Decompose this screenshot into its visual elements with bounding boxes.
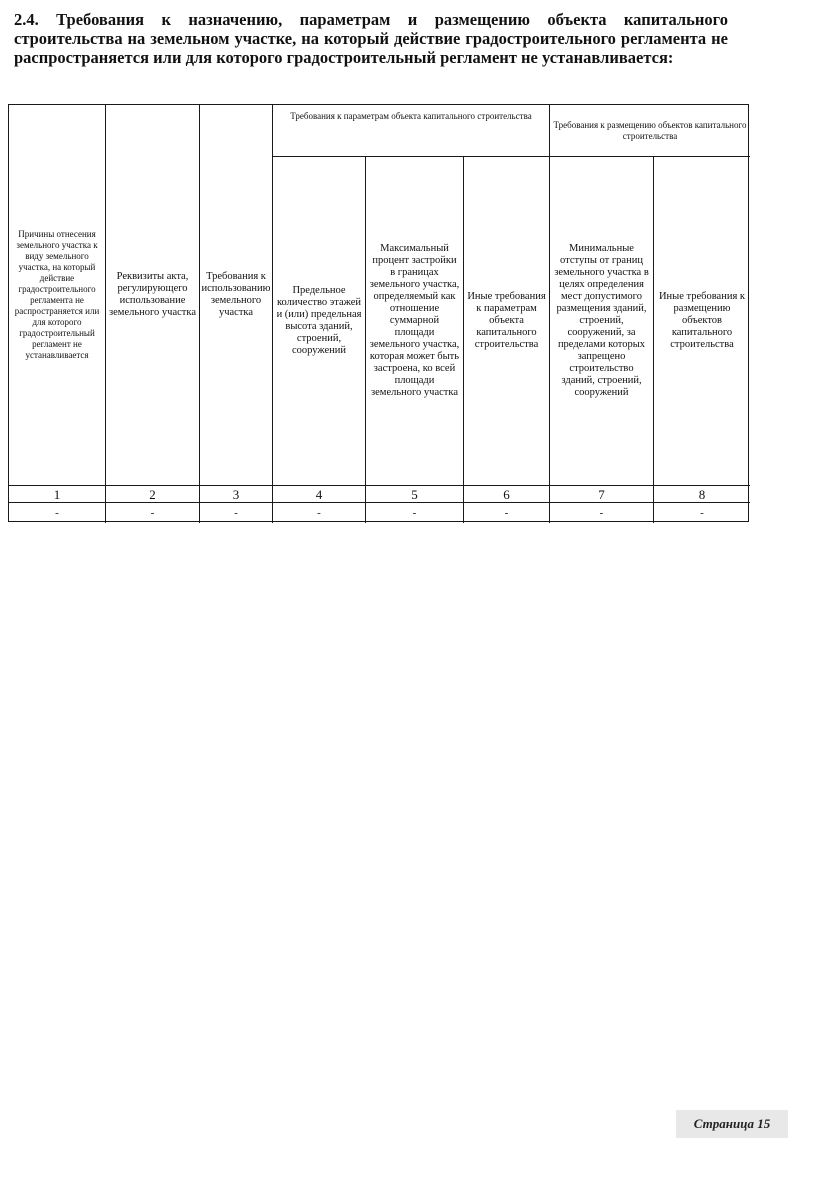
- column-number: 3: [200, 486, 273, 503]
- table-cell: -: [9, 503, 106, 523]
- table-cell: -: [464, 503, 550, 523]
- table-cell: -: [366, 503, 464, 523]
- table-cell: -: [273, 503, 366, 523]
- table-cell: -: [200, 503, 273, 523]
- column-header-5: Максимальный процент застройки в границах земельного участка, определяемый как отношение суммарной площади земельного участка, которая может быть застроена, ко всей площади земельного участка: [366, 157, 464, 486]
- column-header-6: Иные требования к параметрам объекта капитального строительства: [464, 157, 550, 486]
- section-heading: 2.4. Требования к назначению, параметрам и размещению объекта капитального строительства на земельном участке, на который действие градостроительного регламента не распространяется или для которого градостроительный регламент не устанавливается:: [14, 10, 728, 67]
- column-number: 4: [273, 486, 366, 503]
- group-header-placement: Требования к размещению объектов капитального строительства: [550, 105, 750, 157]
- column-header-8: Иные требования к размещению объектов капитального строительства: [654, 157, 750, 486]
- group-header-parameters: Требования к параметрам объекта капитального строительства: [273, 105, 550, 157]
- column-number: 6: [464, 486, 550, 503]
- table-cell: -: [550, 503, 654, 523]
- table-cell: -: [700, 507, 704, 519]
- requirements-table: [8, 104, 749, 522]
- column-header-7: Минимальные отступы от границ земельного участка в целях определения мест допустимого размещения зданий, строений, сооружений, за пределами которых запрещено строительство зданий, строений, сооружений: [550, 157, 654, 486]
- page-number-label: Страница 15: [676, 1110, 788, 1138]
- column-number: 1: [9, 486, 106, 503]
- column-number: 5: [366, 486, 464, 503]
- column-number: 7: [550, 486, 654, 503]
- column-number: 2: [106, 486, 200, 503]
- column-number: 8: [654, 486, 750, 503]
- table-cell: -: [106, 503, 200, 523]
- column-header-3: Требования к использованию земельного участка: [200, 105, 273, 486]
- column-header-2: Реквизиты акта, регулирующего использование земельного участка: [106, 105, 200, 486]
- column-header-1: Причины отнесения земельного участка к виду земельного участка, на который действие градостроительного регламента не распространяется или для которого градостроительный регламент не устанавливается: [9, 105, 106, 486]
- column-header-4: Предельное количество этажей и (или) предельная высота зданий, строений, сооружений: [273, 157, 366, 486]
